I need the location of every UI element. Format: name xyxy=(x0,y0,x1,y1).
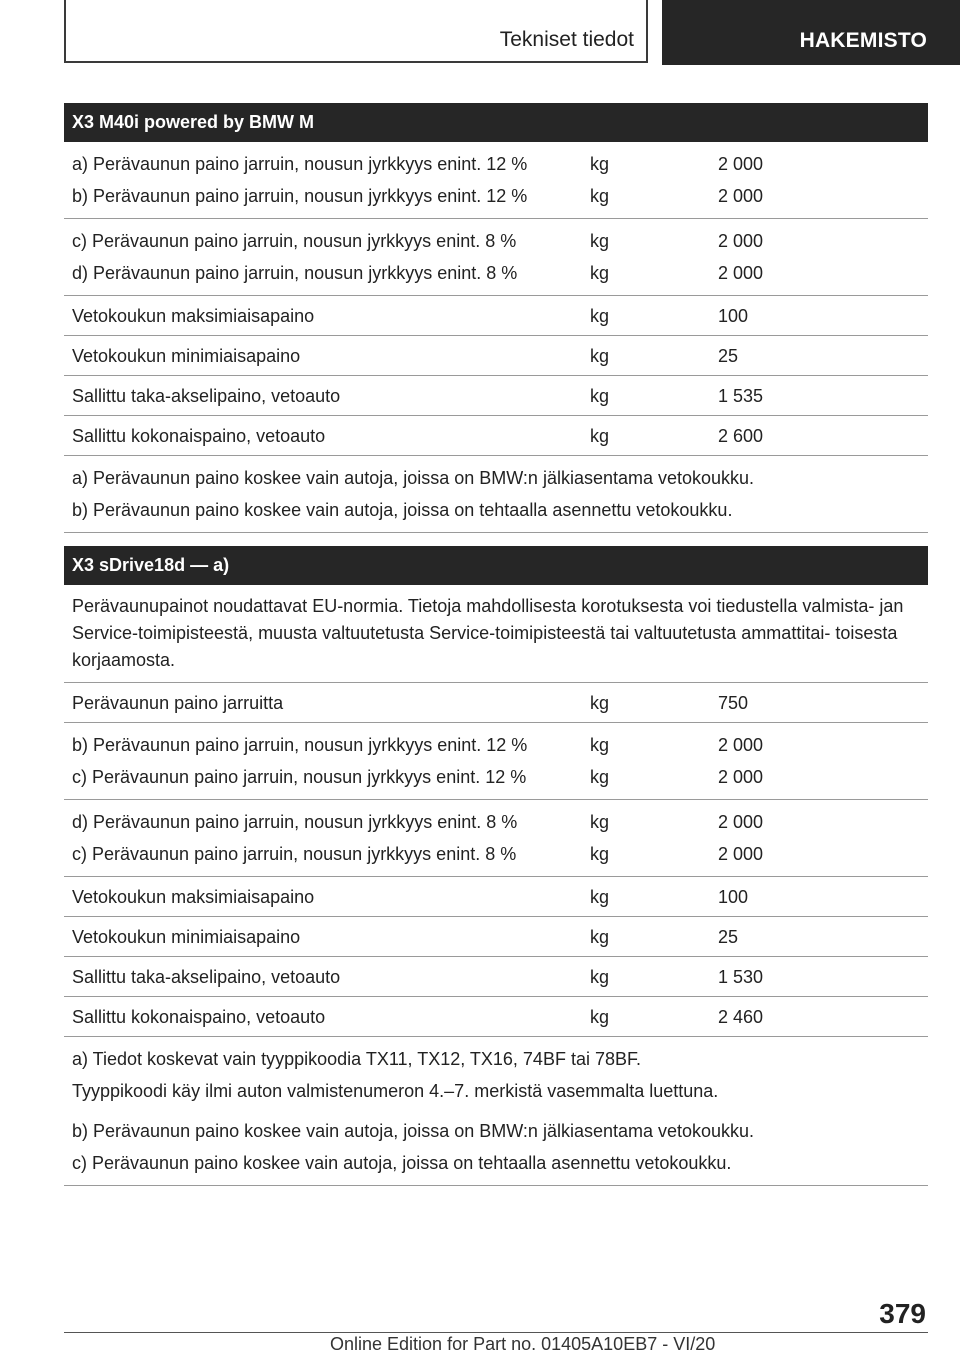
table-line xyxy=(64,687,928,719)
row-label: c) Perävaunun paino jarruin, nousun jyrkkyys enint. 8 % xyxy=(72,230,517,251)
row-unit: kg xyxy=(590,926,610,947)
row-unit: kg xyxy=(590,692,610,713)
table-line xyxy=(64,257,928,289)
row-value: 2 000 xyxy=(718,843,764,864)
row-value: 2 000 xyxy=(718,766,764,787)
intro-paragraph: Perävaunupainot noudattavat EU-normia. Tietoja mahdollisesta korotuksesta voi tiedustella valmista- jan Service-toimipisteestä, muusta valtuutetusta Service-toimipisteestä tai valtuutetusta ammattitai- toisesta korjaamosta. xyxy=(64,585,928,683)
footnotes xyxy=(64,1037,928,1186)
row-unit: kg xyxy=(590,734,610,755)
footnote: b) Perävaunun paino koskee vain autoja, joissa on tehtaalla asennettu vetokoukku. xyxy=(72,500,733,520)
section-x3-m40i xyxy=(64,103,928,533)
table-row xyxy=(64,723,928,800)
index-tab[interactable] xyxy=(662,0,960,65)
row-unit: kg xyxy=(590,425,610,446)
footnote: a) Tiedot koskevat vain tyyppikoodia TX11, TX12, TX16, 74BF tai 78BF. xyxy=(72,1049,641,1069)
row-value: 750 xyxy=(718,692,749,713)
row-unit: kg xyxy=(590,345,610,366)
row-label: Vetokoukun minimiaisapaino xyxy=(72,926,301,947)
row-label: Vetokoukun maksimiaisapaino xyxy=(72,886,315,907)
row-unit: kg xyxy=(590,262,610,283)
row-value: 2 600 xyxy=(718,425,764,446)
table-row xyxy=(64,683,928,723)
row-label: Vetokoukun maksimiaisapaino xyxy=(72,305,315,326)
row-value: 2 000 xyxy=(718,262,764,283)
row-label: b) Perävaunun paino jarruin, nousun jyrkkyys enint. 12 % xyxy=(72,734,528,755)
table-line xyxy=(64,420,928,452)
section-tab-label: Tekniset tiedot xyxy=(499,28,634,51)
row-label: c) Perävaunun paino jarruin, nousun jyrkkyys enint. 8 % xyxy=(72,843,517,864)
table-row xyxy=(64,219,928,296)
table-row xyxy=(64,997,928,1037)
row-value: 2 000 xyxy=(718,153,764,174)
table-row xyxy=(64,336,928,376)
index-tab-label: HAKEMISTO xyxy=(799,29,927,52)
row-label: c) Perävaunun paino jarruin, nousun jyrkkyys enint. 12 % xyxy=(72,766,527,787)
table-line xyxy=(64,806,928,838)
table-row xyxy=(64,917,928,957)
table-line xyxy=(64,881,928,913)
row-value: 2 000 xyxy=(718,734,764,755)
row-unit: kg xyxy=(590,305,610,326)
row-unit: kg xyxy=(590,1006,610,1027)
page-number: 379 xyxy=(879,1298,926,1329)
row-value: 100 xyxy=(718,305,749,326)
section-title: X3 sDrive18d — a) xyxy=(64,546,928,585)
table-row xyxy=(64,957,928,997)
row-unit: kg xyxy=(590,185,610,206)
footer-divider xyxy=(64,1332,928,1333)
edition-text: Online Edition for Part no. 01405A10EB7 - VI/20 xyxy=(330,1334,716,1354)
row-value: 25 xyxy=(718,926,739,947)
table-line xyxy=(64,838,928,870)
page-header xyxy=(0,0,960,66)
row-unit: kg xyxy=(590,153,610,174)
table-line xyxy=(64,729,928,761)
table-row xyxy=(64,296,928,336)
section-title: X3 M40i powered by BMW M xyxy=(64,103,928,142)
row-value: 1 530 xyxy=(718,966,764,987)
footnotes xyxy=(64,456,928,533)
row-unit: kg xyxy=(590,230,610,251)
table-line xyxy=(64,148,928,180)
row-value: 2 000 xyxy=(718,811,764,832)
table-line xyxy=(64,340,928,372)
row-unit: kg xyxy=(590,966,610,987)
table-line xyxy=(64,761,928,793)
row-value: 100 xyxy=(718,886,749,907)
row-value: 2 000 xyxy=(718,185,764,206)
row-unit: kg xyxy=(590,886,610,907)
table-line xyxy=(64,380,928,412)
table-row xyxy=(64,142,928,219)
row-value: 1 535 xyxy=(718,385,764,406)
row-label: Vetokoukun minimiaisapaino xyxy=(72,345,301,366)
table-line xyxy=(64,921,928,953)
row-label: a) Perävaunun paino jarruin, nousun jyrkkyys enint. 12 % xyxy=(72,153,528,174)
section-x3-sdrive18d xyxy=(64,546,928,1186)
row-value: 2 000 xyxy=(718,230,764,251)
row-label: Sallittu taka-akselipaino, vetoauto xyxy=(72,966,341,987)
table-row xyxy=(64,877,928,917)
row-label: d) Perävaunun paino jarruin, nousun jyrkkyys enint. 8 % xyxy=(72,262,518,283)
row-unit: kg xyxy=(590,843,610,864)
section-tab[interactable] xyxy=(64,0,648,63)
row-label: Sallittu taka-akselipaino, vetoauto xyxy=(72,385,341,406)
row-unit: kg xyxy=(590,385,610,406)
table-line xyxy=(64,300,928,332)
table-row xyxy=(64,416,928,456)
row-label: b) Perävaunun paino jarruin, nousun jyrkkyys enint. 12 % xyxy=(72,185,528,206)
table-row xyxy=(64,800,928,877)
footnote-spacer xyxy=(64,1107,928,1115)
footnote: a) Perävaunun paino koskee vain autoja, joissa on BMW:n jälkiasentama vetokoukku. xyxy=(72,468,755,488)
footnote: c) Perävaunun paino koskee vain autoja, joissa on tehtaalla asennettu vetokoukku. xyxy=(72,1153,732,1173)
row-label: Sallittu kokonaispaino, vetoauto xyxy=(72,1006,326,1027)
row-label: Sallittu kokonaispaino, vetoauto xyxy=(72,425,326,446)
footnote: Tyyppikoodi käy ilmi auton valmistenumeron 4.–7. merkistä vasemmalta luettuna. xyxy=(72,1081,719,1101)
table-line xyxy=(64,180,928,212)
table-line xyxy=(64,225,928,257)
row-label: Perävaunun paino jarruitta xyxy=(72,692,284,713)
table-line xyxy=(64,1001,928,1033)
row-unit: kg xyxy=(590,811,610,832)
footnote: b) Perävaunun paino koskee vain autoja, joissa on BMW:n jälkiasentama vetokoukku. xyxy=(72,1121,755,1141)
table-row xyxy=(64,376,928,416)
row-label: d) Perävaunun paino jarruin, nousun jyrkkyys enint. 8 % xyxy=(72,811,518,832)
row-value: 2 460 xyxy=(718,1006,764,1027)
row-unit: kg xyxy=(590,766,610,787)
table-line xyxy=(64,961,928,993)
row-value: 25 xyxy=(718,345,739,366)
